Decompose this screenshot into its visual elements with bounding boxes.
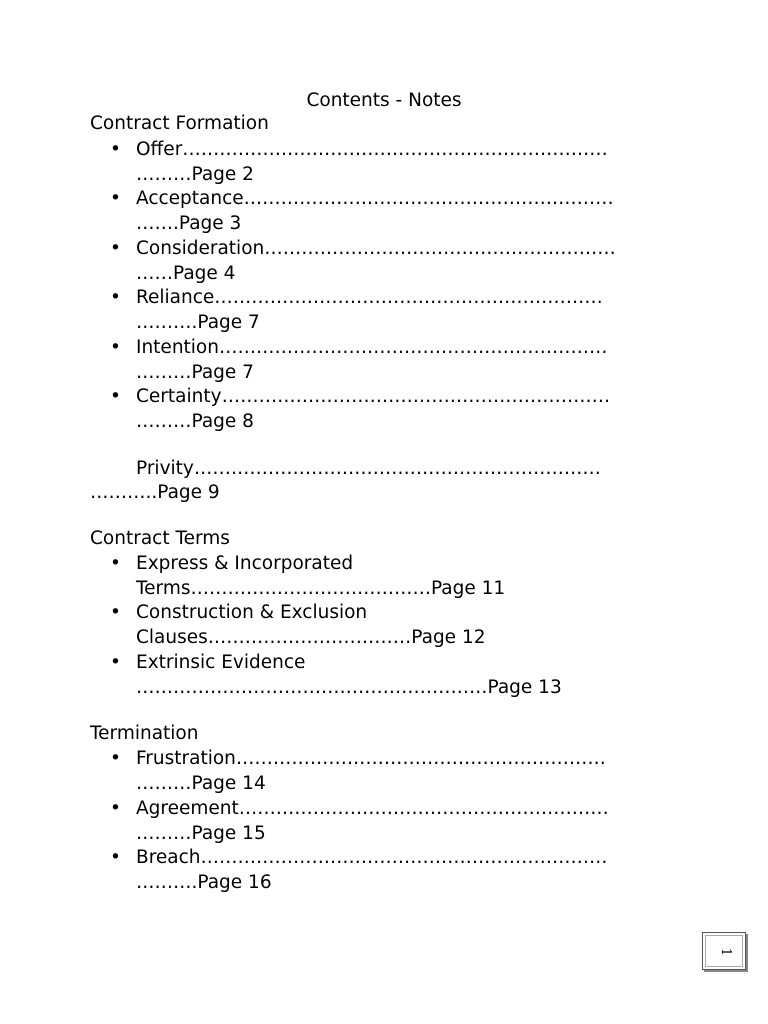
toc-item-line2: ……….Page 7: [136, 311, 260, 333]
toc-item-line2: Clauses……………………………Page 12: [136, 626, 486, 648]
toc-item-agreement[interactable]: [136, 797, 609, 847]
toc-item-line2: ………Page 7: [136, 361, 254, 383]
toc-item-line1: • Intention………………………………………………………: [136, 337, 608, 358]
toc-item-line1: • Certainty………………………………………………………: [136, 386, 611, 407]
section-heading-termination: Termination: [90, 723, 199, 744]
toc-item-line2: …….Page 3: [136, 212, 242, 234]
toc-item-breach[interactable]: [136, 846, 608, 896]
toc-item-frustration[interactable]: [136, 747, 606, 797]
toc-item-line1: • Frustration……………………………………………………: [136, 748, 606, 769]
toc-item-line2: ……Page 4: [136, 262, 236, 284]
toc-item-express-terms[interactable]: [136, 552, 505, 602]
section-heading-terms: Contract Terms: [90, 528, 230, 549]
toc-item-line2: ………Page 14: [136, 772, 266, 794]
toc-item-line2: ………Page 15: [136, 822, 266, 844]
toc-item-privity-page[interactable]: ………..Page 9: [90, 482, 220, 503]
toc-item-line2: ……….Page 16: [136, 871, 272, 893]
toc-item-line1: • Agreement……………………………………………………: [136, 798, 609, 819]
toc-item-acceptance[interactable]: [136, 187, 614, 237]
toc-item-consideration[interactable]: [136, 237, 616, 287]
toc-item-extrinsic[interactable]: [136, 651, 562, 701]
toc-item-line1: • Breach…………………………………………………………: [136, 847, 608, 868]
page-title: Contents - Notes: [306, 90, 462, 111]
toc-item-line1: • Offer……………………………………………………………: [136, 139, 608, 160]
toc-item-certainty[interactable]: [136, 385, 610, 435]
toc-item-line2: …………………………………………………Page 13: [136, 676, 562, 698]
toc-item-line1: • Reliance………………………………………………………: [136, 287, 603, 308]
toc-item-line2: Terms…………………………………Page 11: [136, 577, 506, 599]
toc-item-line1: • Consideration…………………………………………………: [136, 238, 616, 259]
toc-item-line2: ………Page 2: [136, 163, 254, 185]
toc-item-line2: ………Page 8: [136, 410, 254, 432]
section-heading-formation: Contract Formation: [90, 113, 269, 134]
toc-item-line1: • Construction & Exclusion: [136, 602, 368, 623]
toc-item-line1: • Express & Incorporated: [136, 553, 354, 574]
toc-item-line1: • Acceptance……………………………………………………: [136, 188, 614, 209]
toc-item-intention[interactable]: [136, 336, 607, 386]
toc-item-reliance[interactable]: [136, 286, 603, 336]
toc-item-construction[interactable]: [136, 601, 486, 651]
page-number-box: [702, 932, 746, 970]
page-number: 1: [718, 947, 733, 957]
toc-item-line1: • Extrinsic Evidence: [136, 652, 306, 673]
toc-item-offer[interactable]: [136, 138, 608, 188]
toc-item-privity[interactable]: Privity…………………………………………………………: [136, 458, 601, 479]
